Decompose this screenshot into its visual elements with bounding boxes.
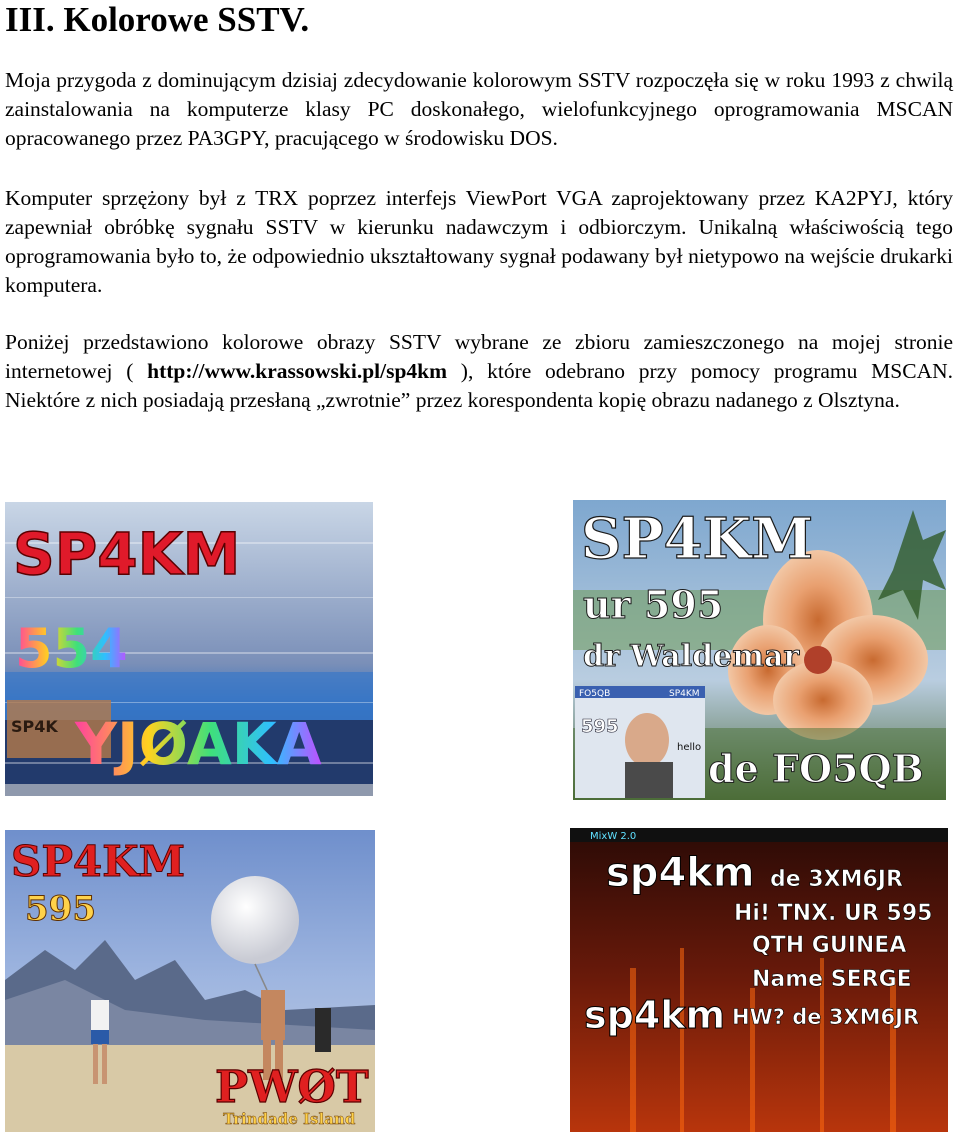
paragraph-text-after-link: ), które odebrano przy pomocy programu MSCAN. Niektóre z nich posiadają przesłaną „zwrotnie” przez korespondenta kopię obrazu nadanego z Olsztyna. — [5, 359, 953, 412]
image4-header-text: MixW 2.0 — [590, 831, 637, 842]
image4-qth-text: QTH GUINEA — [752, 933, 907, 958]
image1-callsign-text: SP4KM — [13, 520, 241, 588]
image2-callsign-text: SP4KM — [581, 506, 814, 572]
sstv-image-yj0aka — [5, 502, 373, 796]
image4-from-text: de 3XM6JR — [770, 867, 903, 892]
paragraph-intro: Moja przygoda z dominującym dzisiaj zdecydowanie kolorowym SSTV rozpoczęła się w roku 1993 z chwilą zainstalowania na komputerze klasy PC doskonałego, wielofunkcyjnego oprogramowania MSCAN opracowanego przez PA3GPY, pracującego w środowisku DOS. — [5, 68, 953, 150]
sstv-image-fo5qb — [573, 500, 946, 800]
image2-inset-left-label: FO5QB — [579, 689, 611, 699]
section-heading: III. Kolorowe SSTV. — [5, 0, 310, 39]
image2-station-text: de FO5QB — [708, 746, 924, 791]
image1-report-text: 554 — [15, 617, 128, 680]
image3-callsign-text: SP4KM — [11, 837, 186, 886]
image3-station-text: PWØT — [215, 1062, 369, 1113]
image4-hw-text: HW? de 3XM6JR — [732, 1005, 920, 1029]
image3-report-text: 595 — [25, 889, 96, 929]
sstv-image-3xm6jr — [570, 828, 948, 1132]
paragraph-text-before-link: Poniżej przedstawiono kolorowe obrazy SSTV wybrane ze zbioru zamieszczonego na mojej stronie internetowej ( — [5, 330, 953, 383]
image2-inset-hello: hello — [677, 742, 702, 753]
website-link[interactable]: http://www.krassowski.pl/sp4km — [147, 359, 448, 383]
image2-report-text: ur 595 — [583, 582, 724, 627]
paragraph-interface: Komputer sprzężony był z TRX poprzez interfejs ViewPort VGA zaprojektowany przez KA2PYJ, który zapewniał obróbkę sygnału SSTV w kierunku nadawczym i odbiorczym. Unikalną właściwością tego oprogramowania było to, że odpowiednio ukształtowany sygnał podawany był nietypowo na wejście drukarki komputera. — [5, 186, 953, 297]
paragraph-images — [5, 328, 953, 415]
image4-report-text: Hi! TNX. UR 595 — [734, 901, 933, 926]
image4-callsign-bottom-text: sp4km — [584, 993, 726, 1037]
image3-location-text: Trindade Island — [223, 1110, 356, 1128]
image2-inset-right-label: SP4KM — [669, 689, 700, 699]
image4-name-text: Name SERGE — [752, 967, 912, 992]
image2-inset-number: 595 — [581, 716, 619, 737]
image1-station-text: YJØAKA — [75, 710, 322, 778]
sstv-image-pw0t — [5, 830, 375, 1132]
image4-callsign-text: sp4km — [606, 850, 755, 896]
image2-operator-text: dr Waldemar — [583, 639, 800, 674]
image1-small-callsign: SP4K — [11, 717, 58, 736]
